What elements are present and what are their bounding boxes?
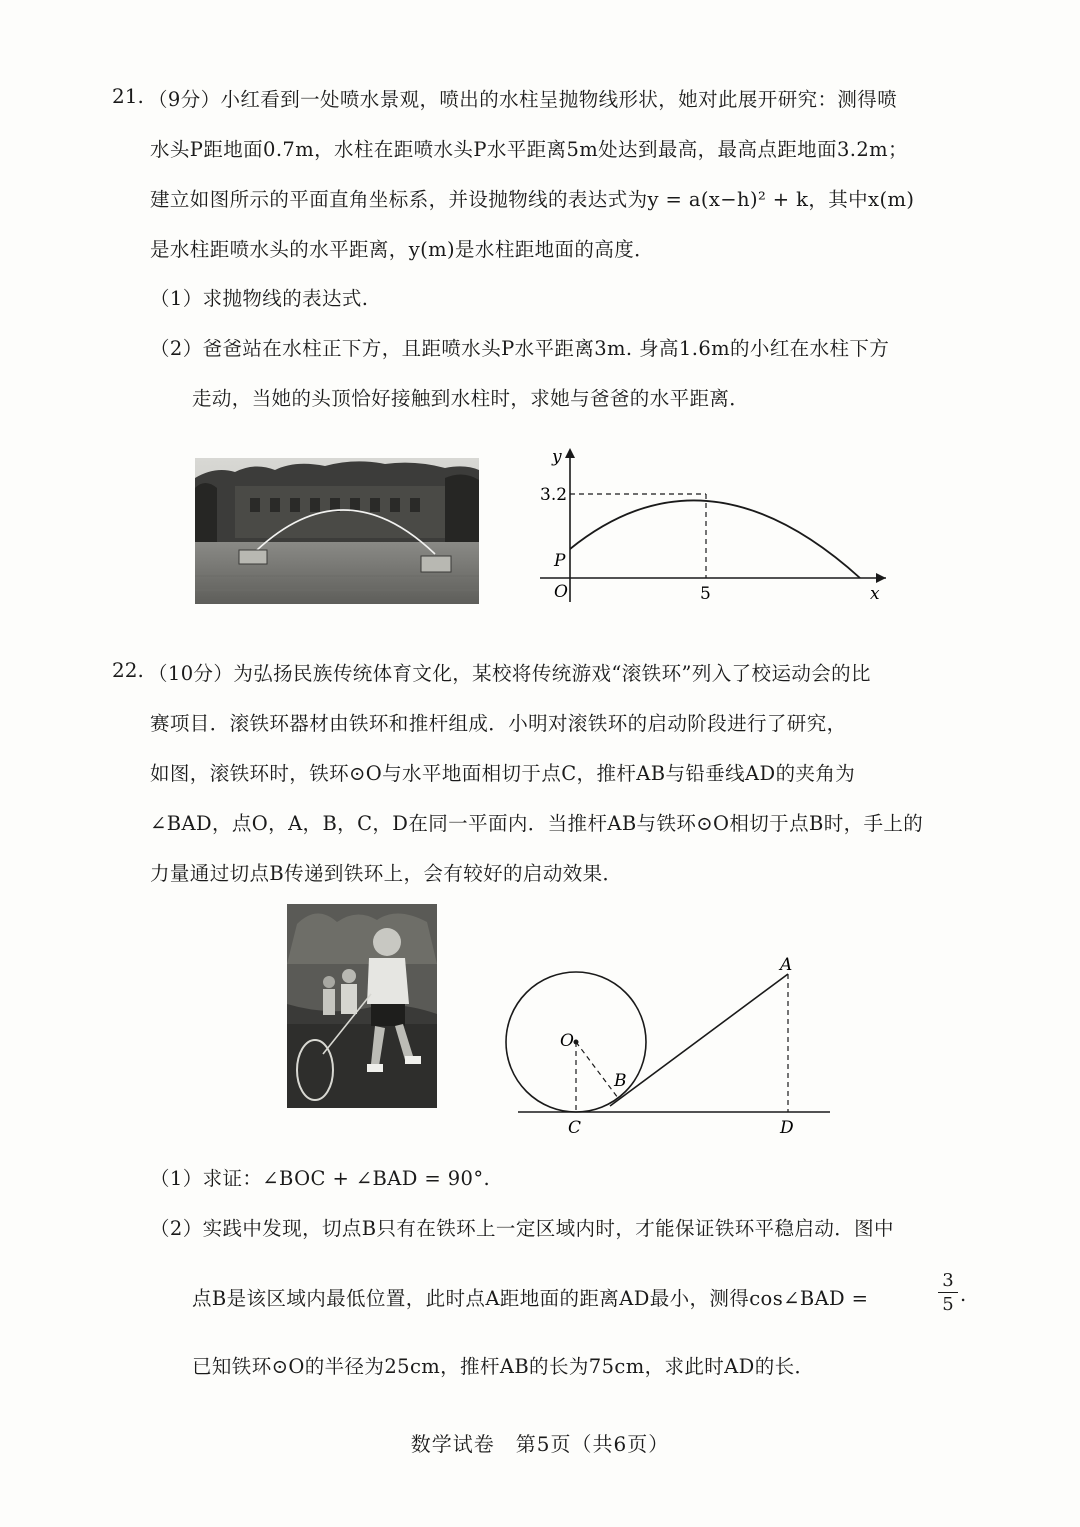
q22-sub2-line-2: 点B是该区域内最低位置，此时点A距地面的距离AD最小，测得cos∠BAD =: [192, 1287, 869, 1310]
q22-line-2: 赛项目．滚铁环器材由铁环和推杆组成．小明对滚铁环的启动阶段进行了研究，: [150, 712, 847, 735]
radius-ob: [576, 1042, 618, 1098]
origin-label: O: [554, 582, 568, 602]
q21-line-2: 水头P距地面0.7m，水柱在距喷水头P水平距离5m处达到最高，最高点距地面3.2m；: [150, 138, 908, 161]
q21-line-4: 是水柱距喷水头的水平距离，y(m)是水柱距地面的高度．: [150, 238, 655, 261]
fountain-photo: [195, 458, 479, 604]
parabola-graph: [530, 442, 890, 612]
label-a: A: [780, 955, 793, 975]
q22-number: 22.: [112, 658, 144, 682]
q21-number: 21.: [112, 84, 144, 108]
parabola-curve: [570, 500, 860, 578]
x-axis-arrow-icon: [876, 573, 886, 583]
label-b: B: [614, 1071, 627, 1091]
q21-sub2-line-1: （2）爸爸站在水柱正下方，且距喷水头P水平距离3m. 身高1.6m的小红在水柱下方: [150, 337, 890, 360]
q21-line-3: 建立如图所示的平面直角坐标系，并设抛物线的表达式为y = a(x−h)² + k，其中x(m): [150, 188, 915, 211]
q22-line-3: 如图，滚铁环时，铁环⊙O与水平地面相切于点C，推杆AB与铅垂线AD的夹角为: [150, 762, 856, 785]
q22-line-1: （10分）为弘扬民族传统体育文化，某校将传统游戏“滚铁环”列入了校运动会的比: [148, 662, 871, 685]
point-p-label: P: [554, 551, 566, 571]
q21-sub2-line-2: 走动，当她的头顶恰好接触到水柱时，求她与爸爸的水平距离．: [192, 387, 750, 410]
label-d: D: [780, 1118, 794, 1138]
q22-line-5: 力量通过切点B传递到铁环上，会有较好的启动效果．: [150, 862, 623, 885]
page-footer: 数学试卷 第5页（共6页）: [410, 1432, 670, 1456]
fraction: [938, 1270, 958, 1315]
q21-line-1: （9分）小红看到一处喷水景观，喷出的水柱呈抛物线形状，她对此展开研究：测得喷: [148, 88, 898, 111]
period-mark: .: [960, 1283, 967, 1306]
q21-sub1: （1）求抛物线的表达式.: [150, 287, 369, 310]
y-axis-arrow-icon: [565, 448, 575, 458]
y-axis-label: y: [552, 447, 562, 467]
q22-sub2-line-3: 已知铁环⊙O的半径为25cm，推杆AB的长为75cm，求此时AD的长．: [192, 1355, 815, 1378]
q22-line-4: ∠BAD，点O，A，B，C，D在同一平面内．当推杆AB与铁环⊙O相切于点B时，手上的: [150, 812, 924, 835]
label-c: C: [568, 1118, 582, 1138]
push-rod-ab: [610, 974, 788, 1106]
hoop-rolling-photo: [287, 904, 437, 1108]
q22-sub2-line-1: （2）实践中发现，切点B只有在铁环上一定区域内时，才能保证铁环平稳启动．图中: [150, 1217, 894, 1240]
label-o: O: [560, 1031, 574, 1051]
x-tick-label: 5: [700, 584, 711, 604]
fraction-denominator: 5: [942, 1294, 954, 1315]
fraction-bar: [938, 1292, 958, 1293]
y-tick-label: 3.2: [540, 485, 568, 505]
fraction-numerator: 3: [942, 1270, 954, 1291]
hoop-geometry-diagram: [500, 946, 860, 1146]
x-axis-label: x: [870, 584, 880, 604]
q22-sub1: （1）求证：∠BOC + ∠BAD = 90°.: [150, 1167, 491, 1190]
